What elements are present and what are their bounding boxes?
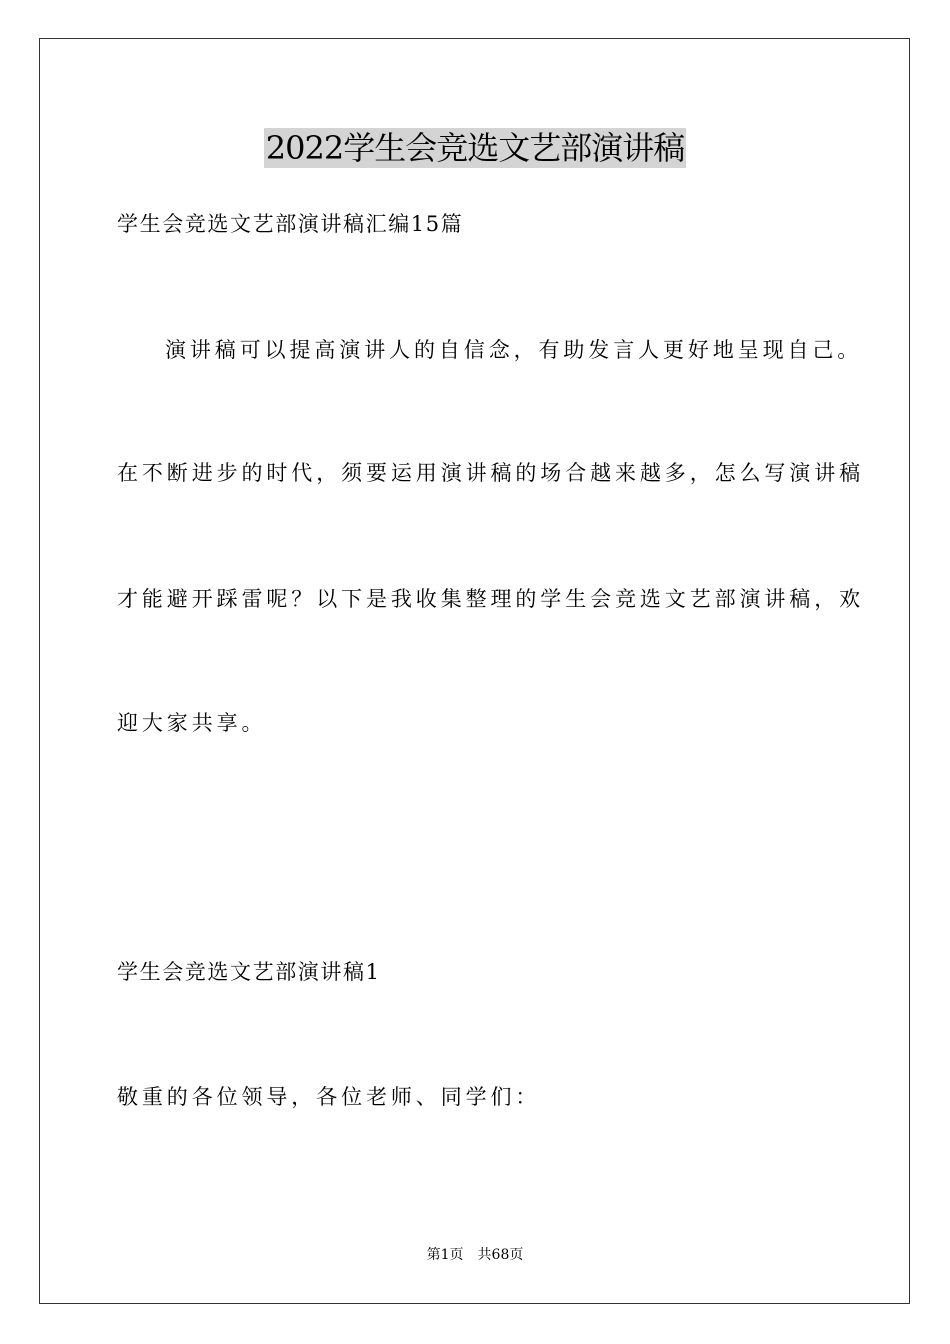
document-subtitle: 学生会竞选文艺部演讲稿汇编15篇 (117, 212, 464, 236)
intro-paragraph-line-1: 演讲稿可以提高演讲人的自信念，有助发言人更好地呈现自己。 (165, 338, 863, 362)
intro-paragraph-line-3: 才能避开踩雷呢？以下是我收集整理的学生会竞选文艺部演讲稿，欢 (117, 587, 864, 611)
document-title: 2022学生会竞选文艺部演讲稿 (265, 129, 685, 167)
salutation-text: 敬重的各位领导，各位老师、同学们： (117, 1085, 541, 1109)
page-number-footer: 第1页 共68页 (426, 1247, 524, 1263)
intro-paragraph-line-4: 迎大家共享。 (117, 711, 267, 735)
title-container (0, 128, 950, 168)
intro-paragraph-line-2: 在不断进步的时代，须要运用演讲稿的场合越来越多，怎么写演讲稿 (117, 461, 864, 485)
section-heading: 学生会竞选文艺部演讲稿1 (117, 960, 381, 984)
